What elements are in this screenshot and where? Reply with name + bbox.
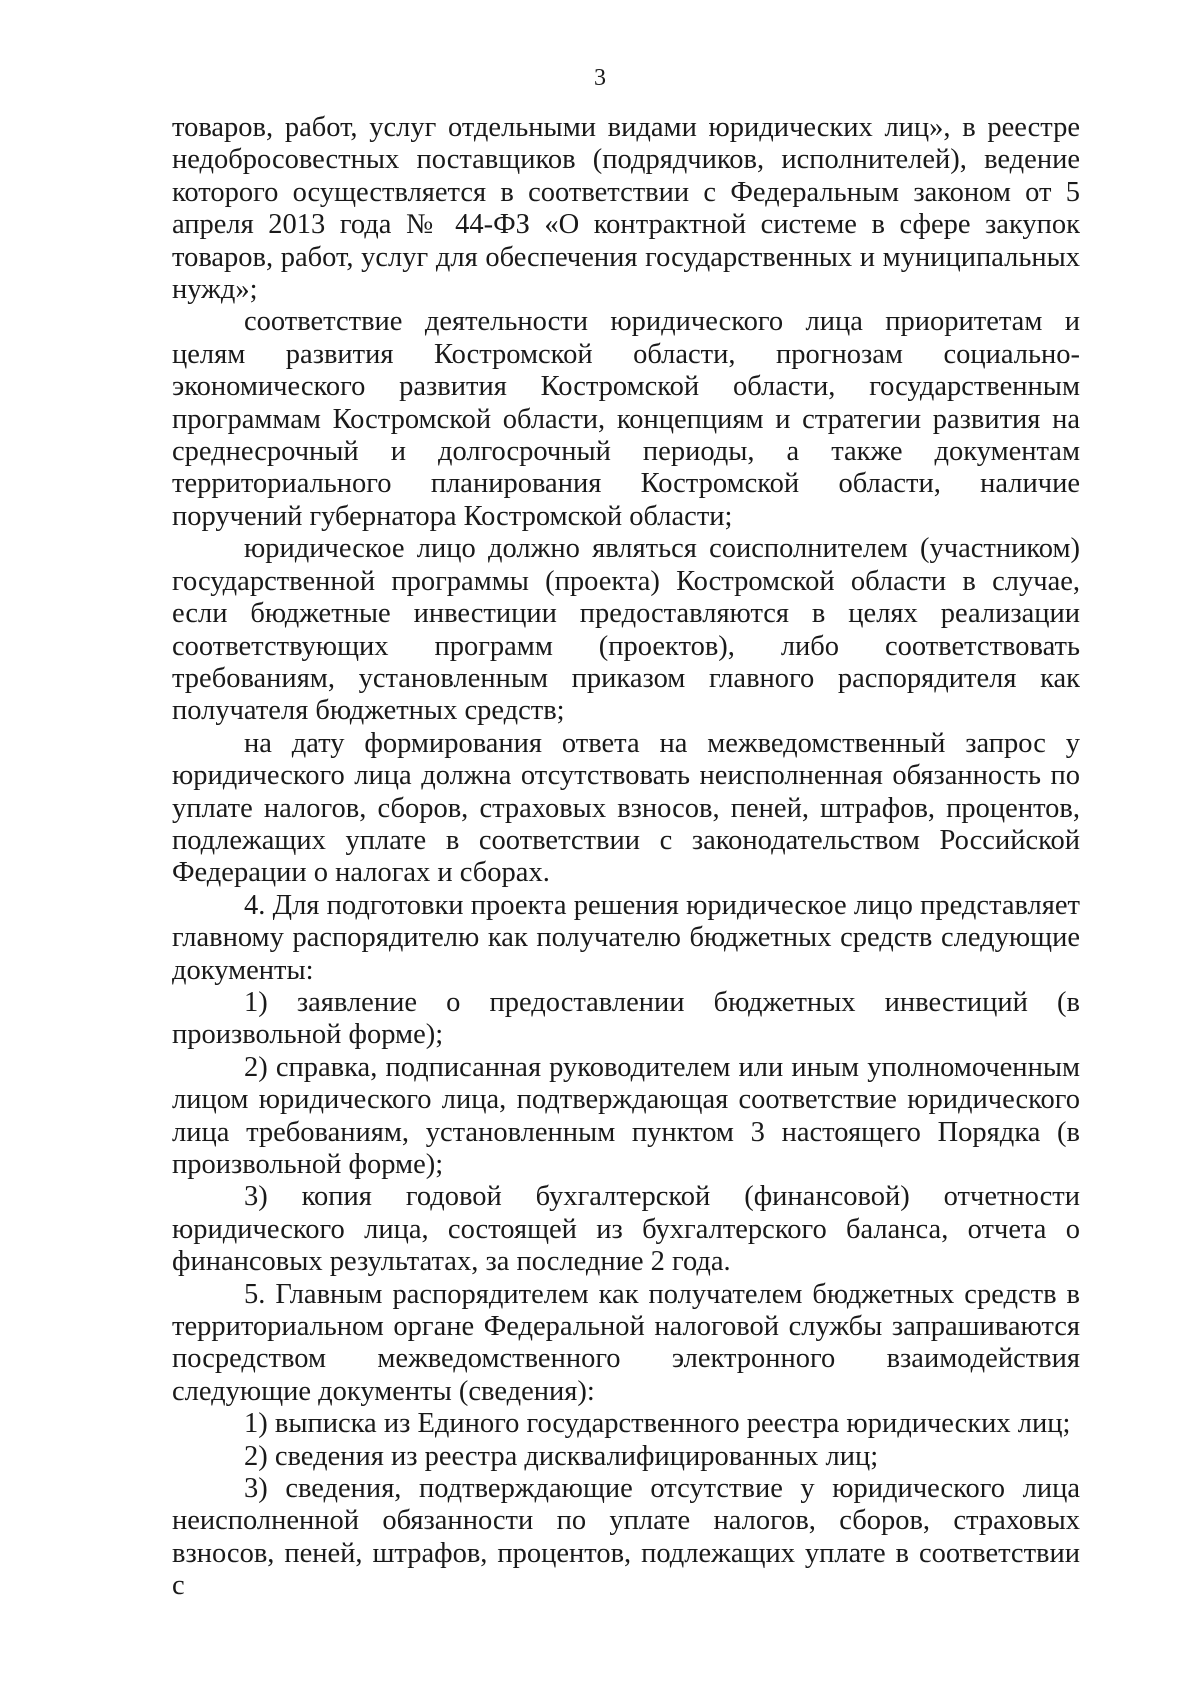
list-item-certificate: 2) справка, подписанная руководителем или иным уполномоченным лицом юридического лица, подтверждающая соответствие юридического лица требованиям, установленным пунктом 3 настоящего Порядка (в произвольной форме); (172, 1051, 1080, 1180)
list-item-tax-debt-info: 3) сведения, подтверждающие отсутствие у юридического лица неисполненной обязанности по уплате налогов, сборов, страховых взносов, пеней, штрафов, процентов, подлежащих уплате в соответствии с (172, 1473, 1080, 1602)
list-item-disqualified-registry: 2) сведения из реестра дисквалифицированных лиц; (244, 1440, 879, 1472)
list-item-egrul-extract: 1) выписка из Единого государственного реестра юридических лиц; (244, 1408, 1071, 1440)
paragraph-section-5: 5. Главным распорядителем как получателем бюджетных средств в территориальном органе Федеральной налоговой службы запрашиваются посредством межведомственного электронного взаимодействия следующие документы (сведения): (172, 1278, 1080, 1407)
paragraph-priorities-compliance: соответствие деятельности юридического лица приоритетам и целям развития Костромской области, прогнозам социально-экономического развития Костромской области, государственным программам Костромской области, концепциям и стратегии развития на среднесрочный и долгосрочный периоды, а также документам территориального планирования Костромской области, наличие поручений губернатора Костромской области; (172, 306, 1080, 532)
paragraph-program-coexecutor: юридическое лицо должно являться соисполнителем (участником) государственной программы (проекта) Костромской области в случае, если бюджетные инвестиции предоставляются в целях реализации соответствующих программ (проектов), либо соответствовать требованиям, установленным приказом главного распорядителя как получателя бюджетных средств; (172, 533, 1080, 727)
paragraph-section-4: 4. Для подготовки проекта решения юридическое лицо представляет главному распорядителю как получателю бюджетных средств следующие документы: (172, 889, 1080, 986)
document-body (172, 112, 1080, 1603)
list-item-financial-statements: 3) копия годовой бухгалтерской (финансовой) отчетности юридического лица, состоящей из бухгалтерского баланса, отчета о финансовых результатах, за последние 2 года. (172, 1181, 1080, 1278)
paragraph-continuation: товаров, работ, услуг отдельными видами юридических лиц», в реестре недобросовестных поставщиков (подрядчиков, исполнителей), ведение которого осуществляется в соответствии с Федеральным законом от 5 апреля 2013 года № 44-ФЗ «О контрактной системе в сфере закупок товаров, работ, услуг для обеспечения государственных и муниципальных нужд»; (172, 112, 1080, 306)
paragraph-tax-obligations: на дату формирования ответа на межведомственный запрос у юридического лица должна отсутствовать неисполненная обязанность по уплате налогов, сборов, страховых взносов, пеней, штрафов, процентов, подлежащих уплате в соответствии с законодательством Российской Федерации о налогах и сборах. (172, 727, 1080, 889)
page-number: 3 (594, 65, 606, 91)
list-item-application: 1) заявление о предоставлении бюджетных инвестиций (в произвольной форме); (172, 986, 1080, 1051)
